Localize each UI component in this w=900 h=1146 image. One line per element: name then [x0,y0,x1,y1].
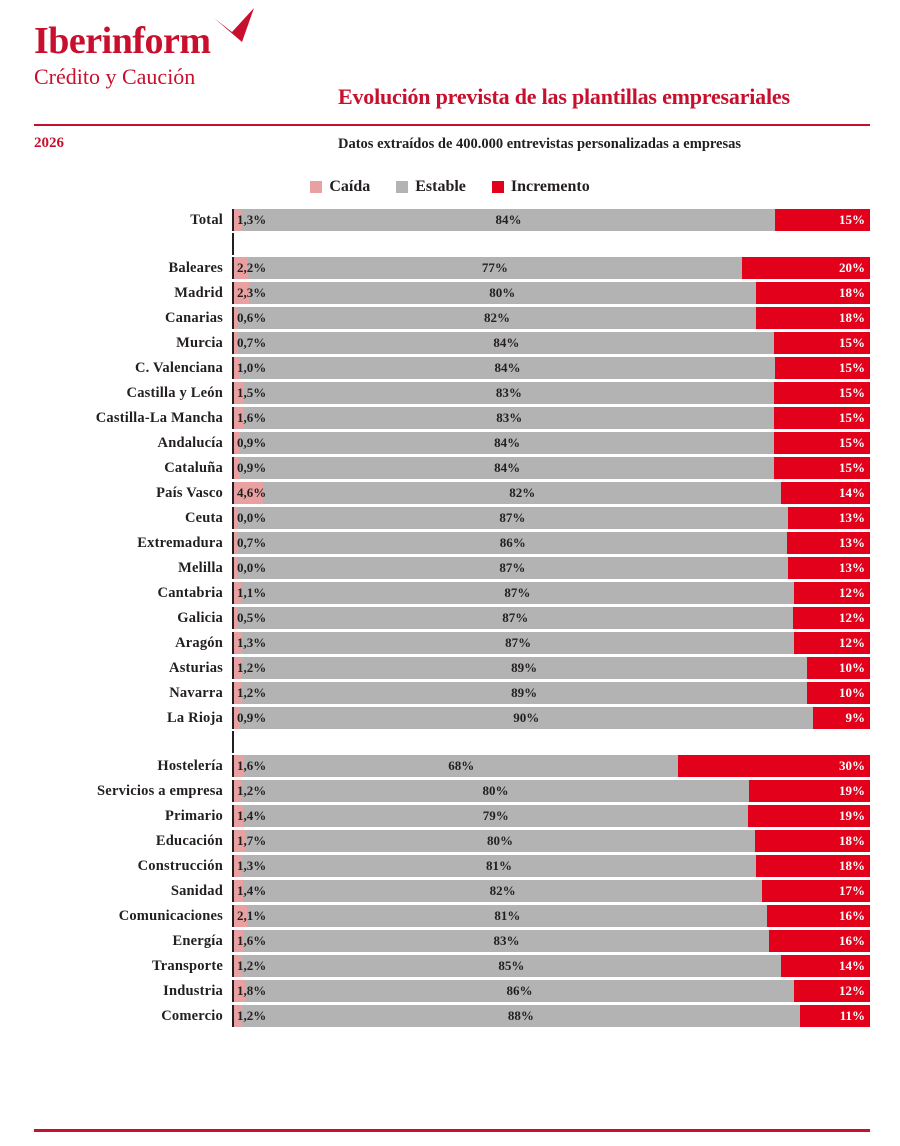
chart-row-bars [232,682,870,704]
chart-row-label: Educación [155,832,223,849]
segment-caida-value: 1,6% [237,933,267,948]
segment-incremento: 12% [794,582,870,604]
chart-row-label: Andalucía [157,434,223,451]
legend-label-incremento: Incremento [510,178,590,195]
segment-incremento: 12% [793,607,870,629]
segment-incremento: 15% [774,332,870,354]
segment-caida-value: 1,3% [237,635,267,650]
segment-caida [234,332,267,354]
segment-estable: 87% [242,632,794,654]
segment-caida-value: 0,9% [237,460,267,475]
chart-row [0,954,900,978]
segment-incremento: 15% [774,457,869,479]
segment-caida-value: 1,1% [237,585,267,600]
chart-row-bars [232,607,870,629]
chart-row [0,929,900,953]
chart-row-bars [232,307,870,329]
segment-caida-value: 0,0% [237,510,267,525]
chart-row [0,281,900,305]
segment-caida-value: 1,8% [237,983,267,998]
segment-incremento: 16% [767,905,870,927]
chart-row-bars [232,209,870,231]
chart-row-label: Comunicaciones [118,907,223,924]
segment-caida-value: 1,2% [237,1008,267,1023]
chart-row [0,979,900,1003]
segment-incremento: 16% [769,930,870,952]
segment-caida-value: 0,6% [237,310,267,325]
legend-item-estable [396,178,466,196]
segment-caida-value: 1,2% [237,660,267,675]
chart-row-label: Transporte [151,957,223,974]
segment-caida [234,307,267,329]
footer-divider [34,1129,870,1132]
chart-row-label: Cataluña [164,459,223,476]
segment-caida-value: 1,2% [237,783,267,798]
brand-tagline: Crédito y Caución [34,64,196,89]
chart-row-label: Industria [163,982,223,999]
chart-row [0,256,900,280]
segment-caida-value: 1,3% [237,212,267,227]
chart-row [0,531,900,555]
segment-estable: 82% [263,482,781,504]
segment-incremento: 15% [775,209,870,231]
segment-caida [234,407,267,429]
chart-row-label: Extremadura [137,534,223,551]
segment-caida-value: 1,4% [237,883,267,898]
chart-row [0,581,900,605]
chart-row [0,331,900,355]
segment-caida-value: 0,7% [237,535,267,550]
segment-estable: 87% [237,607,793,629]
segment-incremento: 17% [762,880,870,902]
chart-row-label: Comercio [161,1007,223,1024]
segment-estable: 89% [242,682,807,704]
segment-incremento: 12% [794,980,870,1002]
segment-caida [234,1005,267,1027]
chart-row-label: Energía [172,932,223,949]
chart-row-bars [232,507,870,529]
chart-row [0,381,900,405]
chart-row-bars [232,382,870,404]
segment-estable: 68% [244,755,678,777]
chart-row-bars [232,457,870,479]
chart-row-label: Ceuta [184,509,223,526]
segment-caida [234,607,267,629]
segment-estable: 80% [245,830,755,852]
segment-incremento: 13% [788,507,870,529]
segment-caida [234,905,267,927]
chart-row-label: C. Valenciana [134,359,223,376]
segment-incremento: 15% [774,382,870,404]
segment-estable: 84% [240,457,775,479]
chart-row-bars [232,707,870,729]
segment-estable: 87% [237,557,788,579]
chart-row [0,556,900,580]
chart-row-label: País Vasco [156,484,223,501]
segment-estable: 90% [240,707,813,729]
segment-estable: 83% [244,382,775,404]
chart-row [0,754,900,778]
segment-caida [234,855,267,877]
chart-row-label: Melilla [178,559,223,576]
legend-label-caida: Caída [329,178,371,195]
segment-caida [234,707,267,729]
chart-row-label: Asturias [169,659,223,676]
brand-name: Iberinform [34,20,211,62]
segment-caida [234,282,267,304]
chart-row [0,606,900,630]
chart-row-bars [232,930,870,952]
chart-row-bars [232,632,870,654]
segment-caida [234,507,267,529]
segment-incremento: 10% [807,657,870,679]
chart-row-bars [232,657,870,679]
chart-row-bars [232,980,870,1002]
segment-caida-value: 0,9% [237,710,267,725]
chart-row-bars [232,432,870,454]
segment-incremento: 11% [800,1005,870,1027]
chart-row-label: Servicios a empresa [97,782,223,799]
chart-row [0,804,900,828]
segment-caida [234,780,267,802]
segment-caida [234,532,267,554]
segment-estable: 79% [243,805,748,827]
segment-incremento: 19% [749,780,870,802]
segment-estable: 81% [247,905,767,927]
legend-item-incremento [492,178,590,196]
chart-row-bars [232,880,870,902]
year-label: 2026 [34,135,64,151]
chart-row [0,506,900,530]
segment-estable: 87% [241,582,794,604]
chart-row [0,1004,900,1028]
chart-row [0,631,900,655]
chart-row [0,904,900,928]
segment-caida [234,657,267,679]
segment-caida [234,482,267,504]
segment-estable: 83% [244,407,774,429]
segment-estable: 87% [237,507,788,529]
segment-estable: 84% [242,209,775,231]
segment-estable: 86% [245,980,793,1002]
segment-caida-value: 1,5% [237,385,267,400]
chart-row-label: Navarra [169,684,223,701]
segment-caida [234,457,267,479]
segment-caida [234,682,267,704]
chart-row-label: Castilla y León [126,384,223,401]
chart-row [0,481,900,505]
segment-incremento: 18% [756,855,870,877]
chart-row-bars [232,805,870,827]
checkmark-icon [212,8,256,42]
segment-caida [234,382,267,404]
segment-incremento: 15% [774,407,870,429]
chart-legend [0,170,900,204]
chart-row-label: Castilla-La Mancha [95,409,223,426]
segment-estable: 84% [240,357,774,379]
segment-caida-value: 1,2% [237,958,267,973]
chart-row [0,306,900,330]
segment-caida [234,955,267,977]
segment-estable: 82% [238,307,756,329]
segment-caida [234,755,267,777]
segment-estable: 82% [243,880,762,902]
chart-row [0,854,900,878]
chart-row-label: Aragón [175,634,223,651]
chart-row-label: Galicia [177,609,223,626]
segment-incremento: 20% [742,257,870,279]
segment-caida [234,257,267,279]
chart-row-bars [232,282,870,304]
header-divider [34,124,870,126]
chart-row-bars [232,582,870,604]
segment-caida-value: 2,1% [237,908,267,923]
segment-caida [234,557,267,579]
segment-caida [234,930,267,952]
segment-incremento: 12% [794,632,870,654]
segment-caida [234,805,267,827]
chart-row-bars [232,357,870,379]
segment-incremento: 14% [781,482,870,504]
segment-estable: 77% [248,257,742,279]
segment-incremento: 13% [788,557,870,579]
chart-row-label: Baleares [168,259,223,276]
segment-caida [234,209,267,231]
segment-caida [234,830,267,852]
chart-row-bars [232,755,870,777]
legend-swatch-caida [310,181,322,193]
legend-label-estable: Estable [415,178,466,195]
segment-estable: 84% [240,432,775,454]
chart-row-bars [232,332,870,354]
chart-row-bars [232,532,870,554]
segment-caida-value: 2,2% [237,260,267,275]
segment-estable: 80% [249,282,756,304]
chart-row-bars [232,407,870,429]
chart-row [0,356,900,380]
segment-caida [234,357,267,379]
segment-caida-value: 1,2% [237,685,267,700]
chart-row-label: Primario [165,807,223,824]
segment-caida [234,880,267,902]
group-spacer-bars [232,731,870,753]
chart-row [0,406,900,430]
chart-row-label: Hostelería [157,757,223,774]
legend-item-caida [310,178,370,196]
segment-incremento: 15% [775,357,870,379]
segment-caida-value: 1,3% [237,858,267,873]
segment-caida-value: 0,9% [237,435,267,450]
chart-row-label: Madrid [174,284,223,301]
chart-row [0,879,900,903]
legend-swatch-estable [396,181,408,193]
segment-incremento: 19% [748,805,870,827]
segment-caida-value: 1,6% [237,410,267,425]
chart-row-label: Construcción [137,857,223,874]
segment-incremento: 14% [781,955,870,977]
page-subtitle: Datos extraídos de 400.000 entrevistas personalizadas a empresas [338,136,742,152]
segment-caida-value: 1,4% [237,808,267,823]
segment-incremento: 18% [756,282,870,304]
segment-caida-value: 1,7% [237,833,267,848]
segment-caida-value: 0,5% [237,610,267,625]
segment-caida [234,582,267,604]
segment-estable: 88% [242,1005,801,1027]
chart-row [0,681,900,705]
chart-row [0,456,900,480]
chart-row-label: Cantabria [157,584,223,601]
group-spacer [0,233,900,255]
segment-estable: 86% [238,532,787,554]
chart-row [0,706,900,730]
segment-incremento: 9% [813,707,870,729]
segment-incremento: 30% [678,755,870,777]
segment-caida [234,632,267,654]
group-spacer-bars [232,233,870,255]
segment-caida [234,432,267,454]
chart-row-bars [232,1005,870,1027]
chart-row [0,779,900,803]
chart-row-bars [232,557,870,579]
segment-estable: 84% [238,332,774,354]
page-title: Evolución prevista de las plantillas empresariales [338,84,790,109]
chart-row-label: Canarias [165,309,223,326]
chart-row [0,431,900,455]
segment-caida-value: 1,0% [237,360,267,375]
chart-row [0,656,900,680]
chart-row-bars [232,780,870,802]
chart-row-bars [232,855,870,877]
stacked-bar-chart [0,208,900,1028]
chart-row-label: Sanidad [170,882,223,899]
segment-incremento: 10% [807,682,870,704]
segment-caida-value: 1,6% [237,758,267,773]
segment-estable: 85% [242,955,782,977]
legend-swatch-incremento [492,181,504,193]
segment-estable: 89% [242,657,807,679]
chart-row-bars [232,955,870,977]
chart-row-bars [232,905,870,927]
group-spacer [0,731,900,753]
segment-caida [234,980,267,1002]
chart-row-label: La Rioja [167,709,223,726]
segment-incremento: 13% [787,532,870,554]
chart-row [0,829,900,853]
segment-incremento: 15% [774,432,869,454]
segment-estable: 81% [242,855,756,877]
chart-header [0,0,900,168]
segment-incremento: 18% [756,307,870,329]
segment-caida-value: 0,0% [237,560,267,575]
segment-estable: 83% [244,930,769,952]
chart-row-bars [232,257,870,279]
chart-row-bars [232,830,870,852]
segment-caida-value: 4,6% [237,485,267,500]
chart-row-label: Murcia [176,334,223,351]
chart-row-bars [232,482,870,504]
segment-caida-value: 0,7% [237,335,267,350]
chart-row [0,208,900,232]
brand-logo [34,22,211,90]
segment-caida-value: 2,3% [237,285,267,300]
segment-incremento: 18% [755,830,870,852]
chart-row-label: Total [190,211,223,228]
segment-estable: 80% [242,780,750,802]
